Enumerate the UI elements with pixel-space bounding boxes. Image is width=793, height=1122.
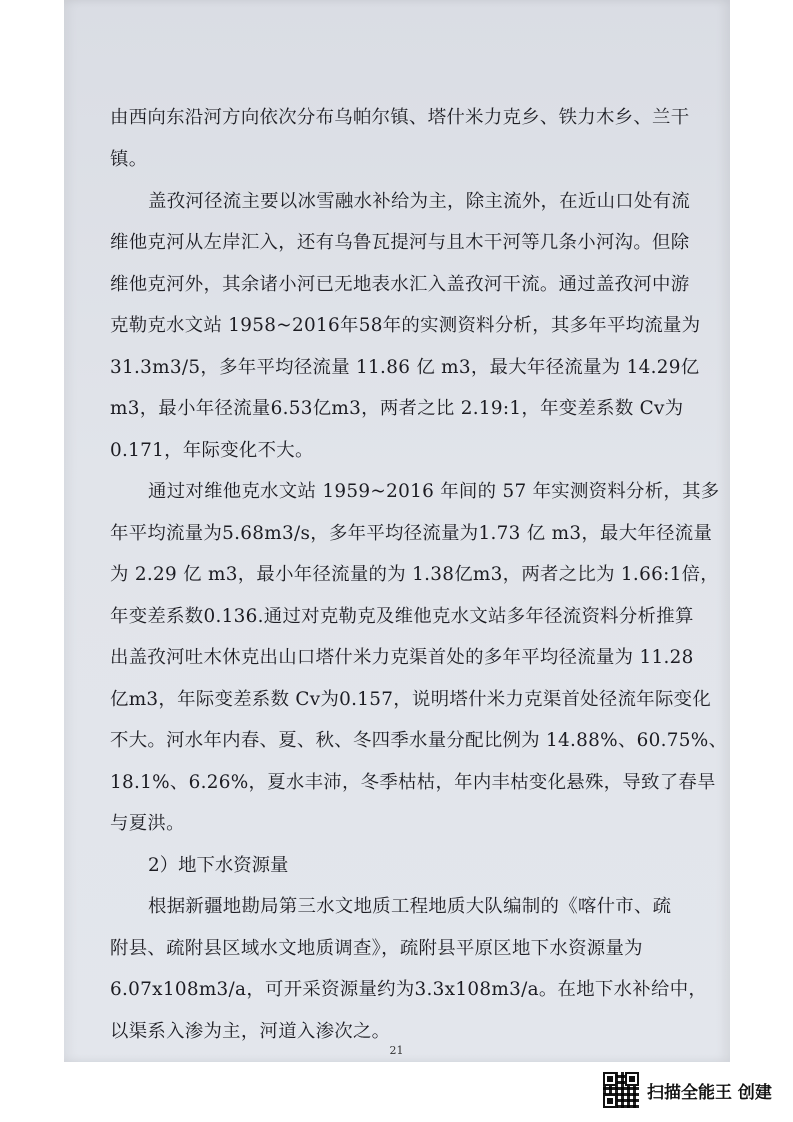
text-line: 18.1%、6.26%，夏水丰沛，冬季枯枯，年内丰枯变化悬殊，导致了春旱 — [110, 772, 716, 793]
text-line: 31.3m3/5，多年平均径流量 11.86 亿 m3，最大年径流量为 14.29亿 — [110, 357, 700, 378]
page-number: 21 — [389, 1044, 404, 1057]
text-line: m3，最小年径流量6.53亿m3，两者之比 2.19:1，年变差系数 Cv为 — [110, 398, 684, 419]
text-line: 亿m3，年际变差系数 Cv为0.157，说明塔什米力克渠首处径流年际变化 — [110, 689, 712, 710]
text-line: 镇。 — [110, 149, 148, 170]
text-line: 年平均流量为5.68m3/s，多年平均径流量为1.73 亿 m3，最大年径流量 — [110, 523, 713, 544]
text-line: 克勒克水文站 1958~2016年58年的实测资料分析，其多年平均流量为 — [110, 315, 701, 336]
text-line: 0.171，年际变化不大。 — [110, 440, 314, 461]
qr-code-icon — [603, 1072, 639, 1108]
text-line: 不大。河水年内春、夏、秋、冬四季水量分配比例为 14.88%、60.75%、 — [110, 730, 728, 751]
text-line: 维他克河从左岸汇入，还有乌鲁瓦提河与且木干河等几条小河沟。但除 — [110, 232, 690, 253]
watermark-text: 扫描全能王 创建 — [647, 1082, 772, 1103]
text-line: 6.07x108m3/a，可开采资源量约为3.3x108m3/a。在地下水补给中， — [110, 979, 708, 1000]
text-line: 维他克河外，其余诸小河已无地表水汇入盖孜河干流。通过盖孜河中游 — [110, 274, 690, 295]
text-line: 年变差系数0.136.通过对克勒克及维他克水文站多年径流资料分析推算 — [110, 606, 694, 627]
scanner-watermark — [603, 1070, 793, 1110]
text-line: 通过对维他克水文站 1959~2016 年间的 57 年实测资料分析，其多 — [148, 481, 720, 502]
text-line: 与夏洪。 — [110, 813, 185, 834]
text-line: 根据新疆地勘局第三水文地质工程地质大队编制的《喀什市、疏 — [148, 896, 672, 917]
text-line: 以渠系入渗为主，河道入渗次之。 — [110, 1021, 391, 1042]
section-heading: 2）地下水资源量 — [148, 855, 289, 876]
text-line: 由西向东沿河方向依次分布乌帕尔镇、塔什米力克乡、铁力木乡、兰干 — [110, 107, 690, 128]
text-line: 出盖孜河吐木休克出山口塔什米力克渠首处的多年平均径流量为 11.28 — [110, 647, 694, 668]
text-line: 附县、疏附县区域水文地质调查》，疏附县平原区地下水资源量为 — [110, 938, 643, 959]
text-line: 盖孜河径流主要以冰雪融水补给为主，除主流外，在近山口处有流 — [148, 191, 691, 212]
text-line: 为 2.29 亿 m3，最小年径流量的为 1.38亿m3，两者之比为 1.66:1倍， — [110, 564, 719, 585]
